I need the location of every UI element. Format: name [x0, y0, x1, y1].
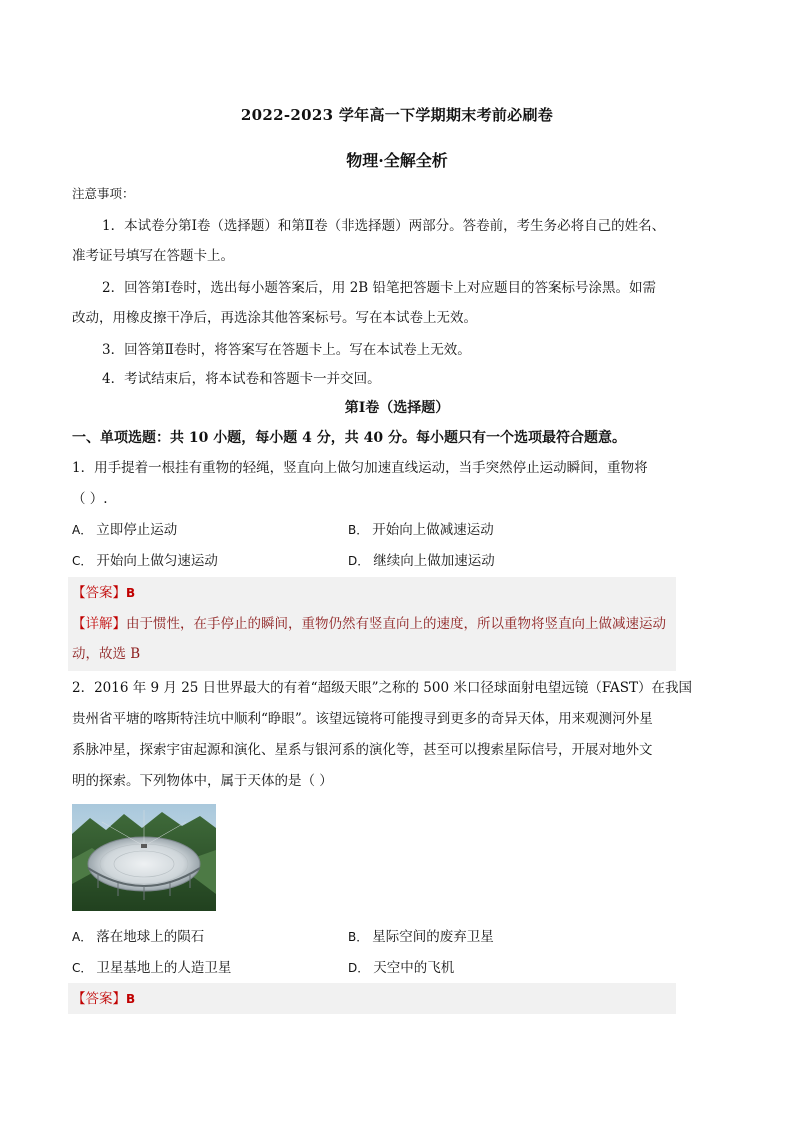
- q2-option-b: [348, 927, 494, 947]
- q1-option-a-text: 立即停止运动: [96, 522, 178, 538]
- q2-stem-line-2: 贵州省平塘的喀斯特洼坑中顺利“睁眼”。该望远镜将可能搜寻到更多的奇异天体，用来观测河外星: [72, 711, 653, 727]
- q1-option-b-label: B．: [348, 523, 369, 537]
- q1-detail-line-2: 动，故选 B: [72, 646, 141, 662]
- q1-detail-text: 由于惯性，在手停止的瞬间，重物仍然有竖直向上的速度，所以重物将竖直向上做减速运动: [126, 616, 666, 632]
- q2-option-c-label: C．: [72, 961, 93, 975]
- q2-answer-value: B: [126, 992, 136, 1006]
- q1-option-d: [348, 551, 495, 571]
- q1-stem-line-2: （ ）.: [72, 491, 108, 507]
- q1-option-a-label: A．: [72, 523, 93, 537]
- q1-option-b: [348, 520, 494, 540]
- q1-option-c-text: 开始向上做匀速运动: [96, 553, 218, 569]
- q1-option-b-text: 开始向上做减速运动: [372, 522, 494, 538]
- q2-answer-box: [68, 983, 676, 1014]
- q1-option-c: [72, 551, 218, 571]
- q2-option-b-label: B．: [348, 930, 369, 944]
- q2-option-d-label: D．: [348, 961, 370, 975]
- q1-answer-box: [68, 577, 676, 671]
- q1-option-a: [72, 520, 177, 540]
- q2-option-d-text: 天空中的飞机: [373, 960, 455, 976]
- fast-telescope-photo: [72, 804, 216, 911]
- q2-option-d: [348, 958, 454, 978]
- q1-detail-line-1: [72, 614, 666, 634]
- note-2-line-2: 改动，用橡皮擦干净后，再选涂其他答案标号。写在本试卷上无效。: [72, 310, 477, 326]
- exam-title: 2022-2023 学年高一下学期期末考前必刷卷: [240, 106, 554, 124]
- q1-option-c-label: C．: [72, 554, 93, 568]
- q2-option-b-text: 星际空间的废弃卫星: [372, 929, 494, 945]
- q1-answer-value: B: [126, 586, 136, 600]
- q2-stem-line-1: 2．2016 年 9 月 25 日世界最大的有着“超级天眼”之称的 500 米口径球面射电望远镜（FAST）在我国: [72, 680, 693, 696]
- q1-option-d-text: 继续向上做加速运动: [373, 553, 495, 569]
- notes-heading: 注意事项：: [72, 186, 135, 201]
- q2-option-c-text: 卫星基地上的人造卫星: [96, 960, 232, 976]
- q2-option-c: [72, 958, 231, 978]
- q2-stem-line-3: 系脉冲星，探索宇宙起源和演化、星系与银河系的演化等，甚至可以搜索星际信号，开展对地外文: [72, 742, 653, 758]
- q2-option-a: [72, 927, 204, 947]
- q2-answer-label: 【答案】: [72, 991, 126, 1007]
- q1-detail-label: 【详解】: [72, 616, 126, 632]
- q2-option-a-text: 落在地球上的陨石: [96, 929, 205, 945]
- q1-option-d-label: D．: [348, 554, 370, 568]
- note-2-line-1: 2．回答第Ⅰ卷时，选出每小题答案后，用 2B 铅笔把答题卡上对应题目的答案标号涂黑。如需: [102, 280, 657, 296]
- note-1-line-1: 1．本试卷分第Ⅰ卷（选择题）和第Ⅱ卷（非选择题）两部分。答卷前，考生务必将自己的姓名、: [102, 218, 666, 234]
- note-3: 3．回答第Ⅱ卷时，将答案写在答题卡上。写在本试卷上无效。: [102, 342, 471, 358]
- q2-stem-line-4: 明的探索。下列物体中，属于天体的是（ ）: [72, 773, 333, 789]
- section-instructions: 一、单项选题：共 10 小题，每小题 4 分，共 40 分。每小题只有一个选项最符合题意。: [72, 430, 626, 446]
- q1-stem-line-1: 1．用手提着一根挂有重物的轻绳，竖直向上做匀加速直线运动，当手突然停止运动瞬间，重物将: [72, 460, 648, 476]
- q2-answer: [72, 989, 135, 1009]
- note-1-line-2: 准考证号填写在答题卡上。: [72, 248, 234, 264]
- q1-answer: [72, 583, 135, 603]
- section-title: 第Ⅰ卷（选择题）: [344, 400, 450, 416]
- q2-option-a-label: A．: [72, 930, 93, 944]
- q1-answer-label: 【答案】: [72, 585, 126, 601]
- exam-subtitle: 物理·全解全析: [346, 151, 448, 170]
- note-4: 4．考试结束后，将本试卷和答题卡一并交回。: [102, 371, 381, 387]
